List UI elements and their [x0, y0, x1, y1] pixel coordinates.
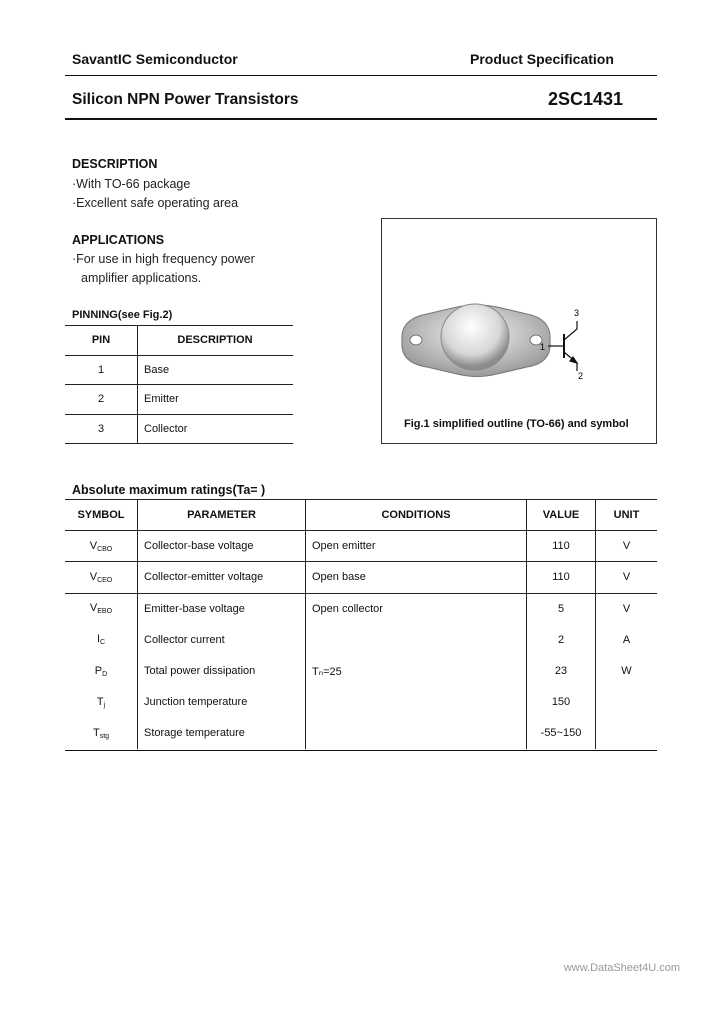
value-cell: 2 [527, 624, 596, 655]
table-header-row [65, 500, 657, 531]
description-item: ·With TO-66 package [72, 177, 191, 191]
parameter-cell: Collector-emitter voltage [138, 562, 306, 593]
symbol-label-collector: 3 [574, 308, 580, 318]
ratings-title: Absolute maximum ratings(Ta= ) [72, 483, 266, 497]
parameter-cell: Emitter-base voltage [138, 593, 306, 624]
column-header: DESCRIPTION [138, 326, 294, 356]
pinning-title: PINNING(see Fig.2) [72, 309, 173, 321]
unit-cell: V [596, 531, 658, 562]
conditions-cell [306, 687, 527, 718]
table-header-row [65, 326, 293, 356]
symbol-main: I [96, 633, 100, 646]
column-header: PARAMETER [138, 500, 306, 531]
parameter-cell: Collector-base voltage [138, 531, 306, 562]
symbol-main: P [94, 664, 103, 677]
column-header: CONDITIONS [306, 500, 527, 531]
value-cell: 150 [527, 687, 596, 718]
header-rule-top [65, 75, 657, 76]
column-header: SYMBOL [65, 500, 138, 531]
company-name: SavantIC Semiconductor [72, 51, 238, 67]
symbol-cell [65, 687, 138, 718]
table-row [65, 655, 657, 686]
unit-cell: V [596, 562, 658, 593]
value-cell: 110 [527, 562, 596, 593]
conditions-cell [306, 624, 527, 655]
figure-caption: Fig.1 simplified outline (TO-66) and symbol [404, 418, 629, 430]
table-row [65, 593, 657, 624]
symbol-subscript: D [102, 670, 108, 678]
unit-cell [596, 718, 658, 749]
conditions-cell: Open collector [306, 593, 527, 624]
header-rule-bottom [65, 118, 657, 120]
pinning-table [65, 325, 293, 444]
pin-number: 2 [65, 385, 138, 415]
unit-cell: W [621, 665, 632, 678]
value-cell: 110 [527, 531, 596, 562]
symbol-subscript: CBO [97, 545, 113, 553]
value-cell: 5 [527, 593, 596, 624]
description-title: DESCRIPTION [72, 157, 158, 171]
symbol-main: V [89, 570, 98, 583]
to66-package-illustration [382, 219, 656, 443]
column-header: VALUE [527, 500, 596, 531]
watermark: www.DataSheet4U.com [563, 962, 680, 974]
table-row [65, 531, 657, 562]
parameter-cell: Storage temperature [138, 718, 306, 749]
pin-number: 1 [65, 355, 138, 385]
symbol-subscript: stg [99, 732, 110, 740]
column-header: UNIT [596, 500, 658, 531]
unit-cell: V [596, 593, 658, 624]
ratings-table [65, 499, 657, 749]
part-number: 2SC1431 [548, 89, 624, 109]
table-row [65, 718, 657, 749]
symbol-cell [65, 718, 138, 749]
symbol-subscript: j [103, 701, 106, 709]
symbol-main: V [89, 602, 98, 615]
conditions-cell: Open emitter [306, 531, 527, 562]
applications-line: amplifier applications. [81, 271, 202, 285]
parameter-cell: Junction temperature [138, 687, 306, 718]
symbol-subscript: EBO [97, 608, 113, 616]
table-row [65, 624, 657, 655]
symbol-label-emitter: 2 [578, 371, 584, 381]
symbol-main: V [89, 539, 98, 552]
table-row [65, 414, 293, 444]
parameter-cell: Total power dissipation [138, 655, 306, 686]
pin-number: 3 [65, 414, 138, 444]
applications-line: ·For use in high frequency power [72, 252, 255, 266]
column-header: PIN [65, 326, 138, 356]
conditions-cell: Tₙ=25 [306, 655, 527, 686]
value-cell: -55~150 [527, 718, 596, 749]
symbol-cell [65, 562, 138, 593]
conditions-cell [306, 718, 527, 749]
unit-cell: A [622, 633, 631, 646]
symbol-subscript: C [100, 639, 106, 647]
pin-description: Collector [138, 414, 294, 444]
value-cell: 23 [527, 655, 596, 686]
unit-cell [596, 687, 658, 718]
symbol-cell [65, 531, 138, 562]
symbol-label-base: 1 [540, 342, 546, 352]
symbol-main: T [92, 726, 100, 739]
figure-box [381, 218, 657, 444]
doc-type: Product Specification [470, 51, 614, 67]
applications-title: APPLICATIONS [72, 233, 165, 247]
table-row [65, 385, 293, 415]
table-row [65, 562, 657, 593]
pin-description: Base [138, 355, 294, 385]
description-item: ·Excellent safe operating area [72, 196, 239, 210]
symbol-cell [65, 655, 138, 686]
table-row [65, 687, 657, 718]
ratings-rule-bottom [65, 750, 657, 751]
product-family: Silicon NPN Power Transistors [72, 91, 299, 108]
table-row [65, 355, 293, 385]
symbol-cell [65, 593, 138, 624]
conditions-cell: Open base [306, 562, 527, 593]
parameter-cell: Collector current [138, 624, 306, 655]
pin-description: Emitter [138, 385, 294, 415]
npn-transistor-symbol-icon [548, 321, 577, 371]
symbol-main: T [96, 695, 104, 708]
symbol-cell [65, 624, 138, 655]
symbol-subscript: CEO [97, 576, 113, 584]
